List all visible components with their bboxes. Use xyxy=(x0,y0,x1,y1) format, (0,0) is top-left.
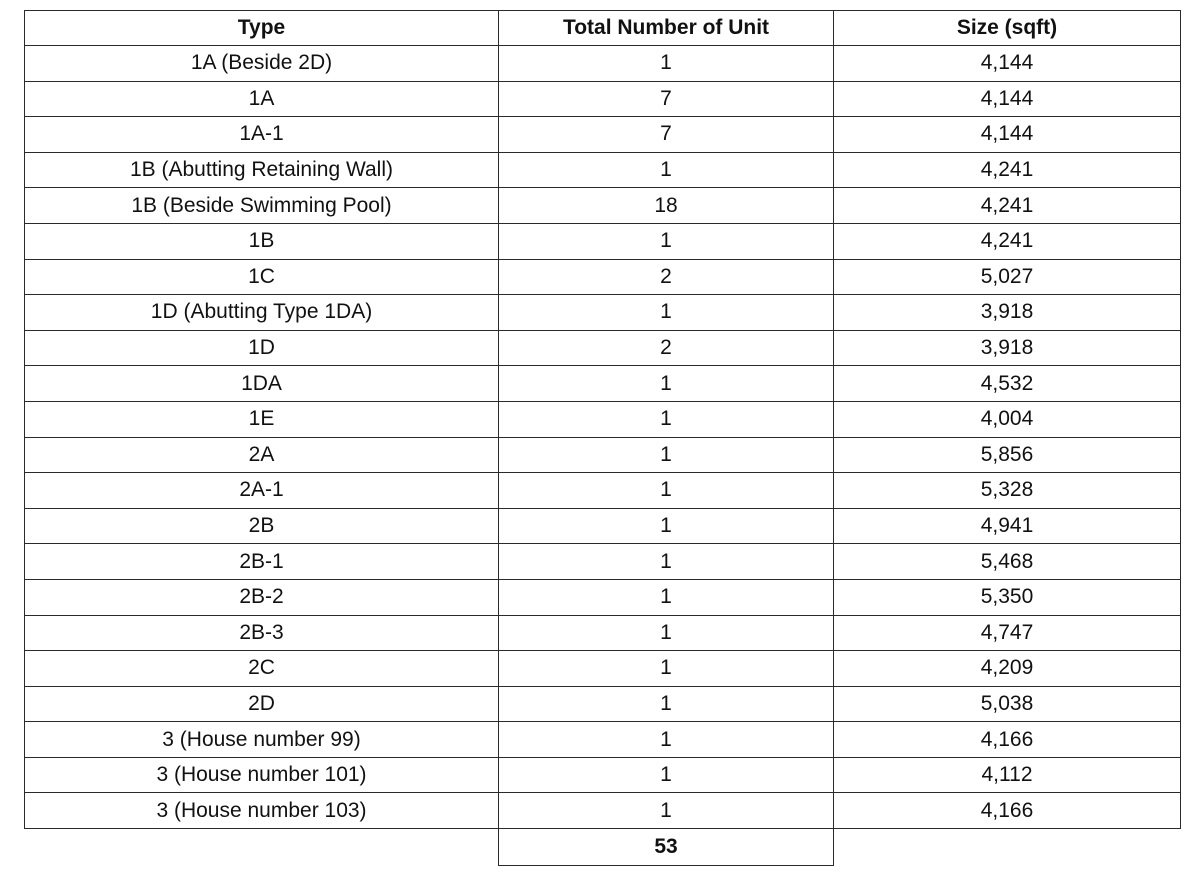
table-row xyxy=(25,757,1181,793)
table-row xyxy=(25,793,1181,829)
size-cell: 4,112 xyxy=(834,757,1181,793)
type-cell: 2B-1 xyxy=(25,544,499,580)
type-cell: 1D xyxy=(25,330,499,366)
type-cell: 1A (Beside 2D) xyxy=(25,46,499,82)
table-body xyxy=(25,46,1181,829)
table-row xyxy=(25,615,1181,651)
units-cell: 1 xyxy=(499,615,834,651)
size-cell: 5,350 xyxy=(834,579,1181,615)
size-cell: 5,856 xyxy=(834,437,1181,473)
total-row-spacer xyxy=(25,829,499,866)
units-cell: 1 xyxy=(499,508,834,544)
table-row xyxy=(25,295,1181,331)
size-cell: 4,532 xyxy=(834,366,1181,402)
type-cell: 2C xyxy=(25,651,499,687)
units-cell: 1 xyxy=(499,401,834,437)
size-cell: 4,747 xyxy=(834,615,1181,651)
unit-types-table xyxy=(24,10,1181,866)
units-cell: 1 xyxy=(499,46,834,82)
units-cell: 1 xyxy=(499,793,834,829)
type-cell: 2B-3 xyxy=(25,615,499,651)
header-total-units: Total Number of Unit xyxy=(499,11,834,46)
units-cell: 18 xyxy=(499,188,834,224)
type-cell: 1C xyxy=(25,259,499,295)
table-row xyxy=(25,117,1181,153)
size-cell: 5,027 xyxy=(834,259,1181,295)
units-cell: 1 xyxy=(499,579,834,615)
size-cell: 3,918 xyxy=(834,295,1181,331)
table-row xyxy=(25,188,1181,224)
units-cell: 2 xyxy=(499,259,834,295)
units-cell: 1 xyxy=(499,722,834,758)
size-cell: 4,241 xyxy=(834,152,1181,188)
table-row xyxy=(25,46,1181,82)
units-cell: 2 xyxy=(499,330,834,366)
table-row xyxy=(25,366,1181,402)
table-row xyxy=(25,544,1181,580)
table-row xyxy=(25,223,1181,259)
size-cell: 3,918 xyxy=(834,330,1181,366)
table-row xyxy=(25,473,1181,509)
type-cell: 1B xyxy=(25,223,499,259)
type-cell: 2D xyxy=(25,686,499,722)
size-cell: 4,166 xyxy=(834,793,1181,829)
units-cell: 1 xyxy=(499,757,834,793)
table-header-row xyxy=(25,11,1181,46)
units-cell: 1 xyxy=(499,366,834,402)
size-cell: 5,328 xyxy=(834,473,1181,509)
table-row xyxy=(25,330,1181,366)
size-cell: 4,004 xyxy=(834,401,1181,437)
type-cell: 1DA xyxy=(25,366,499,402)
size-cell: 4,144 xyxy=(834,46,1181,82)
units-cell: 1 xyxy=(499,295,834,331)
table-row xyxy=(25,259,1181,295)
type-cell: 2A xyxy=(25,437,499,473)
size-cell: 5,038 xyxy=(834,686,1181,722)
size-cell: 4,209 xyxy=(834,651,1181,687)
table-row xyxy=(25,81,1181,117)
units-cell: 7 xyxy=(499,81,834,117)
units-cell: 7 xyxy=(499,117,834,153)
table-row xyxy=(25,651,1181,687)
units-cell: 1 xyxy=(499,544,834,580)
type-cell: 3 (House number 101) xyxy=(25,757,499,793)
type-cell: 1B (Beside Swimming Pool) xyxy=(25,188,499,224)
size-cell: 4,241 xyxy=(834,223,1181,259)
size-cell: 4,241 xyxy=(834,188,1181,224)
size-cell: 4,941 xyxy=(834,508,1181,544)
size-cell: 4,144 xyxy=(834,117,1181,153)
type-cell: 3 (House number 103) xyxy=(25,793,499,829)
table-row xyxy=(25,722,1181,758)
type-cell: 2B xyxy=(25,508,499,544)
size-cell: 5,468 xyxy=(834,544,1181,580)
units-cell: 1 xyxy=(499,437,834,473)
units-cell: 1 xyxy=(499,223,834,259)
total-row-spacer-right xyxy=(834,829,1181,866)
table-row xyxy=(25,508,1181,544)
header-type: Type xyxy=(25,11,499,46)
total-row xyxy=(25,829,1181,866)
table-row xyxy=(25,152,1181,188)
type-cell: 3 (House number 99) xyxy=(25,722,499,758)
units-cell: 1 xyxy=(499,686,834,722)
table-row xyxy=(25,437,1181,473)
table-row xyxy=(25,401,1181,437)
size-cell: 4,166 xyxy=(834,722,1181,758)
units-cell: 1 xyxy=(499,651,834,687)
total-units-value: 53 xyxy=(499,829,834,866)
table-row xyxy=(25,686,1181,722)
table-row xyxy=(25,579,1181,615)
size-cell: 4,144 xyxy=(834,81,1181,117)
type-cell: 1D (Abutting Type 1DA) xyxy=(25,295,499,331)
type-cell: 1E xyxy=(25,401,499,437)
type-cell: 2B-2 xyxy=(25,579,499,615)
units-cell: 1 xyxy=(499,473,834,509)
units-cell: 1 xyxy=(499,152,834,188)
type-cell: 2A-1 xyxy=(25,473,499,509)
type-cell: 1B (Abutting Retaining Wall) xyxy=(25,152,499,188)
type-cell: 1A-1 xyxy=(25,117,499,153)
type-cell: 1A xyxy=(25,81,499,117)
header-size: Size (sqft) xyxy=(834,11,1181,46)
